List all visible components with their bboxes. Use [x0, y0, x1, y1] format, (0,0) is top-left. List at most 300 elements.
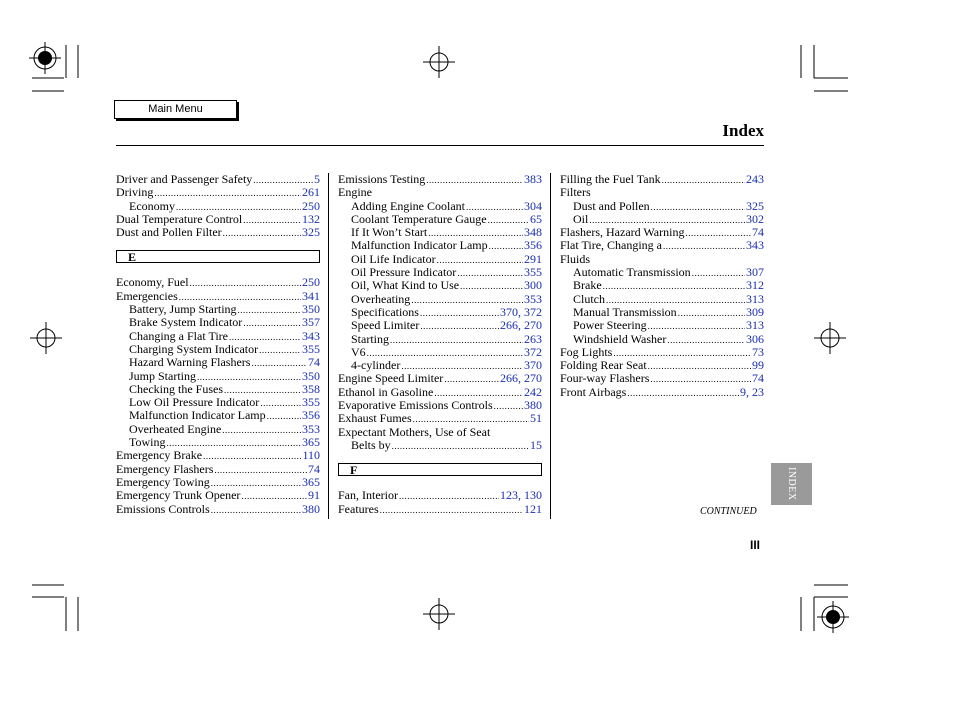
page-link[interactable]: 350	[302, 368, 320, 383]
index-entry-pages	[746, 306, 764, 319]
index-entry	[560, 253, 764, 266]
page-link[interactable]: 291	[524, 251, 542, 266]
index-column-2	[338, 173, 542, 516]
index-entry-label: 4-cylinder	[351, 358, 401, 373]
dot-leader	[267, 410, 301, 423]
index-entry-pages	[530, 213, 542, 226]
index-entry-pages	[308, 463, 320, 476]
index-entry-pages	[302, 436, 320, 449]
index-entry[interactable]	[338, 306, 542, 319]
index-entry[interactable]	[338, 239, 542, 252]
page-link[interactable]: 266	[500, 371, 518, 386]
index-entry[interactable]	[338, 386, 542, 399]
page-link[interactable]: 356	[302, 408, 320, 423]
dot-leader	[260, 397, 301, 410]
index-entry-label: Power Steering	[573, 318, 647, 333]
index-entry[interactable]	[116, 489, 320, 502]
page-link[interactable]: 243	[746, 172, 764, 186]
index-entry[interactable]	[560, 386, 764, 399]
index-entry-label: Fan, Interior	[338, 488, 398, 503]
index-entry-pages	[302, 303, 320, 316]
page-link[interactable]: 343	[746, 238, 764, 253]
index-entry[interactable]	[116, 449, 320, 462]
index-entry-pages	[524, 503, 542, 516]
page-link[interactable]: 270	[524, 371, 542, 386]
index-entry-pages	[524, 173, 542, 186]
page-link[interactable]: 110	[302, 448, 320, 463]
index-entry-pages: 266, 270	[500, 318, 542, 333]
page-link[interactable]: 365	[302, 435, 320, 450]
index-entry[interactable]	[338, 293, 542, 306]
index-entry[interactable]	[560, 293, 764, 306]
index-entry-pages	[302, 276, 320, 289]
page-link[interactable]: 307	[746, 265, 764, 280]
index-entry[interactable]	[338, 173, 542, 186]
page-number: III	[750, 538, 761, 552]
dot-leader	[238, 304, 301, 317]
dot-leader	[214, 464, 307, 477]
index-entry-label: Oil Pressure Indicator	[351, 265, 457, 280]
dot-leader	[667, 334, 745, 347]
dot-leader	[190, 277, 301, 290]
index-entry-pages	[752, 226, 764, 239]
index-entry-label: Emergency Brake	[116, 448, 203, 463]
index-entry[interactable]	[116, 173, 320, 186]
page-link[interactable]: 304	[524, 198, 542, 213]
index-entry-pages	[302, 186, 320, 199]
index-entry[interactable]	[560, 173, 764, 186]
index-entry-pages	[524, 266, 542, 279]
index-entry[interactable]	[338, 372, 542, 385]
index-entry[interactable]	[338, 200, 542, 213]
dot-leader	[460, 280, 523, 293]
dot-leader	[457, 267, 523, 280]
index-entry[interactable]	[338, 346, 542, 359]
page-link[interactable]: 123	[500, 488, 518, 503]
index-entry-pages	[524, 346, 542, 359]
main-menu-button[interactable]: Main Menu	[114, 100, 237, 119]
index-entry-pages	[302, 343, 320, 356]
section-letter-header: E	[116, 250, 320, 263]
index-entry-label: Oil	[573, 211, 589, 226]
index-entry[interactable]	[116, 409, 320, 422]
index-entry-label: Brake	[573, 278, 602, 293]
dot-leader	[603, 280, 745, 293]
dot-leader	[420, 320, 499, 333]
index-entry-pages: 266, 270	[500, 371, 542, 386]
index-entry-label: Emissions Testing	[338, 172, 426, 186]
index-entry-label: Emergency Trunk Opener	[116, 488, 241, 503]
index-entry-pages: 370, 372	[500, 304, 542, 319]
index-entry-label: Speed Limiter	[351, 318, 420, 333]
index-entry-label: Adding Engine Coolant	[351, 198, 465, 213]
index-entry-label: Emissions Controls	[116, 501, 210, 516]
index-entry[interactable]	[116, 276, 320, 289]
page-link[interactable]: 343	[302, 328, 320, 343]
page-link[interactable]: 380	[302, 501, 320, 516]
index-entry-pages	[746, 239, 764, 252]
dot-leader	[390, 334, 523, 347]
index-entry-label: Emergencies	[116, 288, 178, 303]
index-entry[interactable]	[116, 213, 320, 226]
index-entry-pages	[524, 359, 542, 372]
index-entry	[338, 426, 542, 439]
index-entry[interactable]	[116, 503, 320, 516]
dot-leader	[243, 317, 301, 330]
index-entry-label: V6	[351, 344, 366, 359]
page-link[interactable]: 130	[524, 488, 542, 503]
page-link[interactable]: 132	[302, 211, 320, 226]
page-link[interactable]: 73	[752, 344, 764, 359]
index-entry-pages	[302, 290, 320, 303]
index-entry-pages	[302, 226, 320, 239]
index-entry-pages	[746, 333, 764, 346]
page-link[interactable]: 74	[752, 371, 764, 386]
index-entry-pages	[752, 346, 764, 359]
index-entry-label: Flat Tire, Changing a	[560, 238, 663, 253]
index-entry[interactable]	[116, 463, 320, 476]
page-link[interactable]: 358	[302, 381, 320, 396]
index-entry-label: Charging System Indicator	[129, 341, 259, 356]
index-entry-label: Checking the Fuses	[129, 381, 223, 396]
index-entry-label: Folding Rear Seat	[560, 358, 647, 373]
page-link[interactable]: 383	[524, 172, 542, 186]
page-link[interactable]: 306	[746, 331, 764, 346]
page-link[interactable]: 99	[752, 358, 764, 373]
dot-leader	[650, 373, 751, 386]
index-entry[interactable]	[116, 396, 320, 409]
index-entry[interactable]	[116, 200, 320, 213]
header-rule	[116, 145, 764, 146]
index-entry-label: Emergency Towing	[116, 474, 210, 489]
index-entry-pages	[524, 293, 542, 306]
index-entry-pages	[302, 213, 320, 226]
index-entry[interactable]	[338, 319, 542, 332]
dot-leader	[692, 267, 745, 280]
dot-leader	[494, 400, 523, 413]
index-entry-label: Brake System Indicator	[129, 315, 243, 330]
page-link[interactable]: 9	[740, 384, 746, 399]
index-entry[interactable]	[560, 279, 764, 292]
page-link[interactable]: 51	[530, 411, 542, 426]
index-entry[interactable]	[560, 333, 764, 346]
index-entry[interactable]	[338, 439, 542, 452]
page-link[interactable]: 300	[524, 278, 542, 293]
page-link[interactable]: 353	[524, 291, 542, 306]
index-entry-pages	[302, 423, 320, 436]
index-entry-pages	[524, 386, 542, 399]
index-entry-label: Towing	[129, 435, 166, 450]
index-entry-pages	[746, 213, 764, 226]
index-entry[interactable]	[338, 333, 542, 346]
index-column-1	[116, 173, 320, 516]
index-entry-pages	[524, 333, 542, 346]
index-entry-label: Windshield Washer	[573, 331, 667, 346]
dot-leader	[399, 490, 499, 503]
index-entry-label: Dual Temperature Control	[116, 211, 243, 226]
dot-leader	[678, 307, 745, 320]
page-link[interactable]: 372	[524, 304, 542, 319]
index-entry-label: Oil Life Indicator	[351, 251, 436, 266]
index-entry-pages	[302, 409, 320, 422]
page-link[interactable]: 302	[746, 211, 764, 226]
index-entry[interactable]	[338, 213, 542, 226]
index-entry[interactable]	[560, 266, 764, 279]
index-entry-pages	[302, 449, 320, 462]
index-entry[interactable]	[338, 226, 542, 239]
page-link[interactable]: 355	[302, 395, 320, 410]
dot-leader	[251, 357, 307, 370]
index-entry[interactable]	[116, 423, 320, 436]
dot-leader	[259, 344, 301, 357]
index-entry-label: Low Oil Pressure Indicator	[129, 395, 260, 410]
dot-leader	[663, 240, 745, 253]
index-entry-label: Economy, Fuel	[116, 275, 189, 290]
index-entry-label: Ethanol in Gasoline	[338, 384, 434, 399]
page-link[interactable]: 341	[302, 288, 320, 303]
index-entry-label: Fog Lights	[560, 344, 613, 359]
index-entry-pages	[302, 396, 320, 409]
page-link[interactable]: 357	[302, 315, 320, 330]
index-section-tab-label: INDEX	[786, 467, 797, 501]
page-title: Index	[722, 121, 764, 140]
index-entry-label: Flashers, Hazard Warning	[560, 225, 685, 240]
dot-leader	[685, 227, 751, 240]
index-entry-label: Malfunction Indicator Lamp	[351, 238, 488, 253]
index-entry-label: Battery, Jump Starting	[129, 302, 237, 317]
page-link[interactable]: 370	[500, 304, 518, 319]
page-link[interactable]: 121	[524, 501, 542, 516]
index-entry[interactable]	[338, 412, 542, 425]
index-entry	[560, 186, 764, 199]
index-entry[interactable]	[116, 436, 320, 449]
page-link[interactable]: 250	[302, 198, 320, 213]
dot-leader	[648, 360, 751, 373]
index-entry-label: Dust and Pollen Filter	[116, 225, 222, 240]
page-link[interactable]: 261	[302, 185, 320, 200]
index-entry[interactable]	[560, 200, 764, 213]
page-link[interactable]: 74	[752, 225, 764, 240]
index-entry-label: Changing a Flat Tire	[129, 328, 229, 343]
dot-leader	[651, 201, 745, 214]
index-entry-label: Oil, What Kind to Use	[351, 278, 460, 293]
page-link[interactable]: 355	[524, 265, 542, 280]
dot-leader	[222, 424, 301, 437]
dot-leader	[380, 504, 523, 517]
page-link[interactable]: 353	[302, 421, 320, 436]
page-link[interactable]: 270	[524, 318, 542, 333]
page-link[interactable]: 325	[302, 225, 320, 240]
page-link[interactable]: 263	[524, 331, 542, 346]
index-entry-label: Overheated Engine	[129, 421, 222, 436]
index-entry-label: Emergency Flashers	[116, 461, 214, 476]
index-entry[interactable]	[116, 370, 320, 383]
index-entry[interactable]	[560, 359, 764, 372]
dot-leader	[154, 187, 301, 200]
index-entry[interactable]	[116, 316, 320, 329]
index-entry[interactable]	[560, 319, 764, 332]
index-entry-pages	[302, 330, 320, 343]
page-link[interactable]: 312	[746, 278, 764, 293]
index-entry[interactable]	[116, 343, 320, 356]
index-entry[interactable]	[560, 226, 764, 239]
dot-leader	[241, 490, 307, 503]
index-entry-label: Overheating	[351, 291, 411, 306]
index-entry-pages	[746, 173, 764, 186]
index-entry-label: Four-way Flashers	[560, 371, 650, 386]
dot-leader	[223, 227, 301, 240]
dot-leader	[203, 450, 301, 463]
index-entry-pages: 9, 23	[740, 384, 764, 399]
page-link[interactable]: 313	[746, 318, 764, 333]
page-link[interactable]: 348	[524, 225, 542, 240]
index-entry-label: Malfunction Indicator Lamp	[129, 408, 266, 423]
index-entry-label: Economy	[129, 198, 175, 213]
page-link[interactable]: 74	[308, 355, 320, 370]
page-link[interactable]: 370	[524, 358, 542, 373]
page-link[interactable]: 313	[746, 291, 764, 306]
page-link[interactable]: 380	[524, 398, 542, 413]
index-entry[interactable]	[338, 266, 542, 279]
page-link[interactable]: 15	[530, 437, 542, 452]
index-entry-label: Manual Transmission	[573, 304, 677, 319]
index-entry-label: Specifications	[351, 304, 419, 319]
dot-leader	[489, 240, 523, 253]
index-entry-label: Hazard Warning Flashers	[129, 355, 251, 370]
index-entry-label: Engine Speed Limiter	[338, 371, 444, 386]
dot-leader	[420, 307, 499, 320]
index-entry[interactable]	[338, 279, 542, 292]
index-entry[interactable]	[116, 330, 320, 343]
column-divider	[550, 173, 551, 519]
page-link[interactable]: 266	[500, 318, 518, 333]
index-entry-pages	[302, 476, 320, 489]
index-entry-pages	[752, 359, 764, 372]
page-link[interactable]: 65	[530, 211, 542, 226]
index-entry[interactable]	[338, 489, 542, 502]
index-entry-pages	[314, 173, 320, 186]
page-link[interactable]: 91	[308, 488, 320, 503]
index-entry-pages	[746, 279, 764, 292]
dot-leader	[211, 504, 301, 517]
index-entry-pages	[524, 226, 542, 239]
index-entry-pages	[746, 319, 764, 332]
index-entry-pages	[302, 503, 320, 516]
index-entry[interactable]	[116, 186, 320, 199]
index-entry-pages	[524, 200, 542, 213]
index-entry-label: Front Airbags	[560, 384, 627, 399]
index-entry-label: Starting	[351, 331, 389, 346]
dot-leader	[662, 174, 745, 187]
index-entry-label: Coolant Temperature Gauge	[351, 211, 487, 226]
index-entry-pages	[524, 399, 542, 412]
index-entry-pages	[302, 200, 320, 213]
index-entry-label: Clutch	[573, 291, 605, 306]
index-entry[interactable]	[116, 383, 320, 396]
index-entry[interactable]	[560, 306, 764, 319]
index-entry-pages	[746, 200, 764, 213]
index-entry-label: Expectant Mothers, Use of Seat	[338, 424, 491, 439]
index-entry[interactable]	[338, 503, 542, 516]
dot-leader	[392, 440, 529, 453]
index-entry-label: Dust and Pollen	[573, 198, 650, 213]
page-link[interactable]: 325	[746, 198, 764, 213]
dot-leader	[627, 387, 739, 400]
dot-leader	[426, 174, 523, 187]
page-link[interactable]: 372	[524, 344, 542, 359]
index-entry-pages	[308, 356, 320, 369]
index-entry-pages	[302, 370, 320, 383]
index-entry-pages	[752, 372, 764, 385]
index-entry-label: Belts by	[351, 437, 391, 452]
page-link[interactable]: 5	[314, 172, 320, 186]
page-link[interactable]: 350	[302, 302, 320, 317]
index-entry-label: Fluids	[560, 251, 591, 266]
dot-leader	[444, 373, 499, 386]
page-link[interactable]: 250	[302, 275, 320, 290]
column-divider	[328, 173, 329, 519]
page-link[interactable]: 365	[302, 474, 320, 489]
index-entry[interactable]	[338, 359, 542, 372]
index-entry-label: Features	[338, 501, 379, 516]
dot-leader	[488, 214, 529, 227]
page-link[interactable]: 23	[752, 384, 764, 399]
section-letter-header: F	[338, 463, 542, 476]
index-column-3	[560, 173, 764, 399]
continued-note: CONTINUED	[700, 506, 757, 517]
page-link[interactable]: 309	[746, 304, 764, 319]
index-entry[interactable]	[560, 372, 764, 385]
index-entry-pages	[302, 316, 320, 329]
index-entry[interactable]	[560, 239, 764, 252]
index-entry[interactable]	[116, 356, 320, 369]
index-entry-pages	[746, 293, 764, 306]
index-entry-pages	[524, 279, 542, 292]
index-entry-label: Evaporative Emissions Controls	[338, 398, 493, 413]
index-entry[interactable]	[116, 226, 320, 239]
dot-leader	[243, 214, 301, 227]
index-entry-label: Driver and Passenger Safety	[116, 172, 253, 186]
index-entry-pages	[746, 266, 764, 279]
index-entry-pages	[302, 383, 320, 396]
index-entry[interactable]	[560, 346, 764, 359]
index-entry-label: If It Won’t Start	[351, 225, 428, 240]
index-entry-label: Automatic Transmission	[573, 265, 691, 280]
index-entry-pages	[308, 489, 320, 502]
index-entry-label: Engine	[338, 185, 372, 200]
index-entry-pages	[530, 439, 542, 452]
index-entry-label: Filling the Fuel Tank	[560, 172, 661, 186]
index-entry[interactable]	[338, 399, 542, 412]
index-entry-pages	[524, 239, 542, 252]
page-link[interactable]: 356	[524, 238, 542, 253]
index-entry[interactable]	[560, 213, 764, 226]
index-entry-pages	[530, 412, 542, 425]
index-entry[interactable]	[338, 253, 542, 266]
index-entry[interactable]	[116, 290, 320, 303]
index-entry[interactable]	[116, 303, 320, 316]
index-entry-label: Filters	[560, 185, 591, 200]
index-entry	[338, 186, 542, 199]
page-link[interactable]: 355	[302, 341, 320, 356]
page-link[interactable]: 242	[524, 384, 542, 399]
index-entry[interactable]	[116, 476, 320, 489]
index-entry-label: Exhaust Fumes	[338, 411, 412, 426]
index-entry-label: Driving	[116, 185, 154, 200]
index-entry-label: Jump Starting	[129, 368, 197, 383]
index-entry-pages: 123, 130	[500, 488, 542, 503]
page-link[interactable]: 74	[308, 461, 320, 476]
